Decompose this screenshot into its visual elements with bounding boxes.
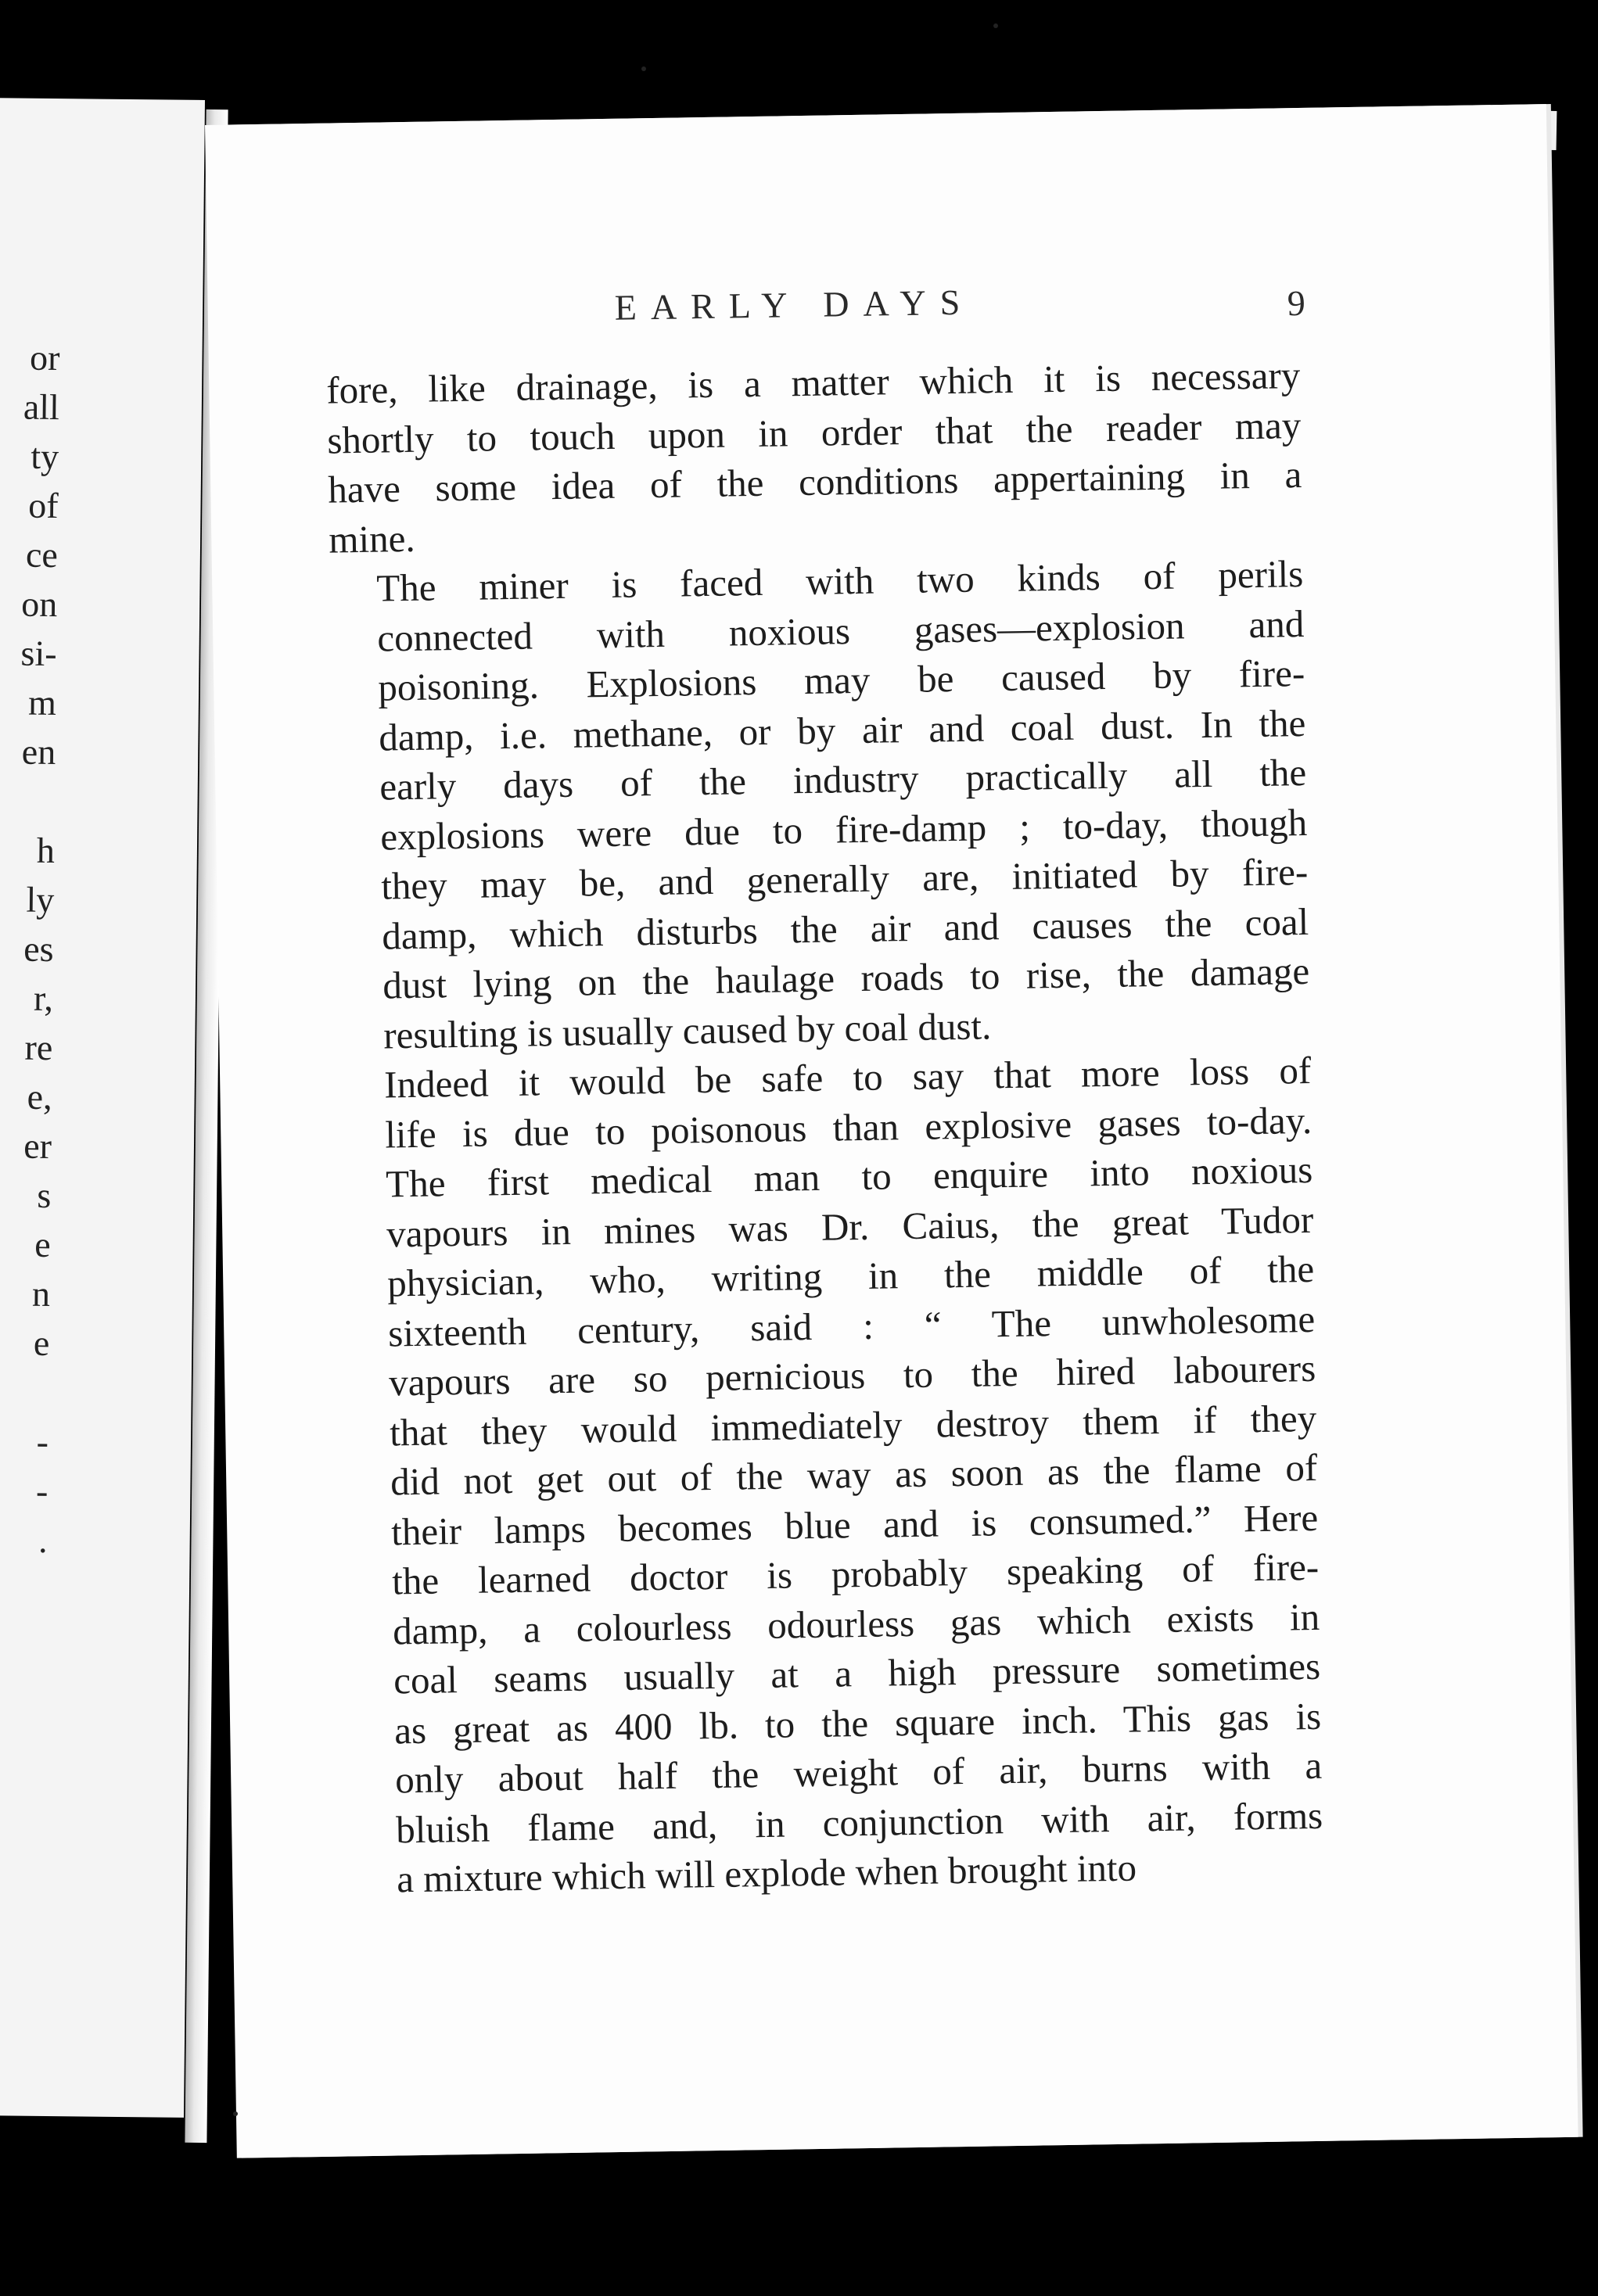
text-line: as great as 400 lb. to the square inch. This gas is (393, 1694, 1322, 1752)
facing-page-fragment: . (38, 1519, 48, 1560)
page-header (207, 272, 1550, 348)
book-page (205, 104, 1578, 2158)
facing-page-fragment: s (37, 1175, 52, 1216)
facing-page (0, 98, 205, 2118)
text-line: vapours in mines was Dr. Caius, the great Tudor (386, 1197, 1314, 1256)
paragraph (337, 1046, 1324, 1905)
facing-page-fragment: e (33, 1322, 50, 1364)
facing-page-fragment: si- (20, 633, 57, 674)
facing-page-fragment: of (27, 485, 59, 526)
text-line: the learned doctor is probably speaking of fire- (391, 1544, 1320, 1603)
body-text (326, 350, 1324, 1905)
text-line: Indeed it would be safe to say that more loss of (383, 1048, 1312, 1107)
facing-page-fragment: all (23, 386, 60, 428)
text-line: damp, i.e. methane, or by air and coal dust. In the (378, 701, 1306, 759)
text-line: shortly to touch upon in order that the reader may (326, 403, 1302, 462)
text-line: poisoning. Explosions may be caused by fire- (377, 651, 1305, 709)
text-line: vapours are so pernicious to the hired labourers (388, 1346, 1316, 1405)
text-line: that they would immediately destroy them if they (389, 1396, 1317, 1454)
text-line: connected with noxious gases—explosion and (376, 601, 1305, 660)
text-line: The first medical man to enquire into noxious (385, 1147, 1313, 1206)
facing-page-fragment: er (23, 1125, 52, 1167)
facing-page-fragment: or (29, 337, 60, 378)
facing-page-fragment: ly (26, 879, 55, 920)
text-line: bluish flame and, in conjunction with air, forms (395, 1793, 1323, 1851)
facing-page-fragment: ty (31, 436, 59, 477)
paragraph (326, 350, 1303, 565)
paragraph (329, 549, 1311, 1060)
text-line: fore, like drainage, is a matter which it is necessary (325, 353, 1301, 412)
facing-page-fragment: ce (25, 534, 59, 576)
facing-page-fragment (0, 1367, 49, 1417)
facing-page-fragment: - (36, 1421, 49, 1462)
text-line: The miner is faced with two kinds of perils (375, 552, 1304, 610)
facing-page-fragment: h (36, 830, 56, 871)
dust-speck (233, 2111, 238, 2116)
facing-page-fragment: en (21, 731, 56, 773)
text-line: early days of the industry practically all the (379, 750, 1307, 809)
page-number: 9 (1287, 282, 1306, 324)
facing-page-fragment: n (31, 1273, 51, 1315)
text-line: explosions were due to fire-damp ; to-day, though (379, 800, 1308, 859)
dust-speck (641, 66, 646, 71)
facing-page-fragment (0, 776, 56, 826)
text-line: damp, a colourless odourless gas which exists in (392, 1595, 1320, 1652)
text-line: they may be, and generally are, initiated by fire- (380, 849, 1309, 908)
facing-page-fragment: re (24, 1027, 53, 1068)
facing-page-fragment: on (20, 583, 58, 625)
facing-page-fragment: e (34, 1224, 51, 1265)
text-line: sixteenth century, said : “ The unwholesome (387, 1297, 1316, 1355)
facing-page-fragment: e, (27, 1076, 52, 1118)
text-line: life is due to poisonous than explosive gases to-day. (384, 1098, 1313, 1157)
text-line: only about half the weight of air, burns with a (394, 1743, 1323, 1802)
text-line: did not get out of the way as soon as the flame of (390, 1445, 1318, 1504)
facing-page-fragment: m (27, 682, 57, 723)
text-line: coal seams usually at a high pressure sometimes (393, 1644, 1321, 1702)
text-line: dust lying on the haulage roads to rise, the damage (382, 949, 1310, 1007)
running-title: EARLY DAYS (614, 282, 975, 328)
text-line: damp, which disturbs the air and causes the coal (381, 899, 1309, 958)
dust-speck (993, 23, 998, 28)
facing-page-fragment: - (35, 1470, 48, 1511)
text-line: physician, who, writing in the middle of the (386, 1247, 1315, 1305)
text-line: mine. (328, 516, 415, 561)
facing-page-fragment: r, (33, 978, 54, 1019)
text-line: resulting is usually caused by coal dust. (382, 1003, 992, 1057)
facing-page-fragment: es (23, 928, 54, 970)
text-line: their lamps becomes blue and is consumed.” Here (390, 1495, 1319, 1553)
text-line: have some idea of the conditions appertaining in a (327, 453, 1302, 511)
facing-page-text (0, 332, 60, 1565)
text-line: a mixture which will explode when brought into (396, 1846, 1137, 1901)
